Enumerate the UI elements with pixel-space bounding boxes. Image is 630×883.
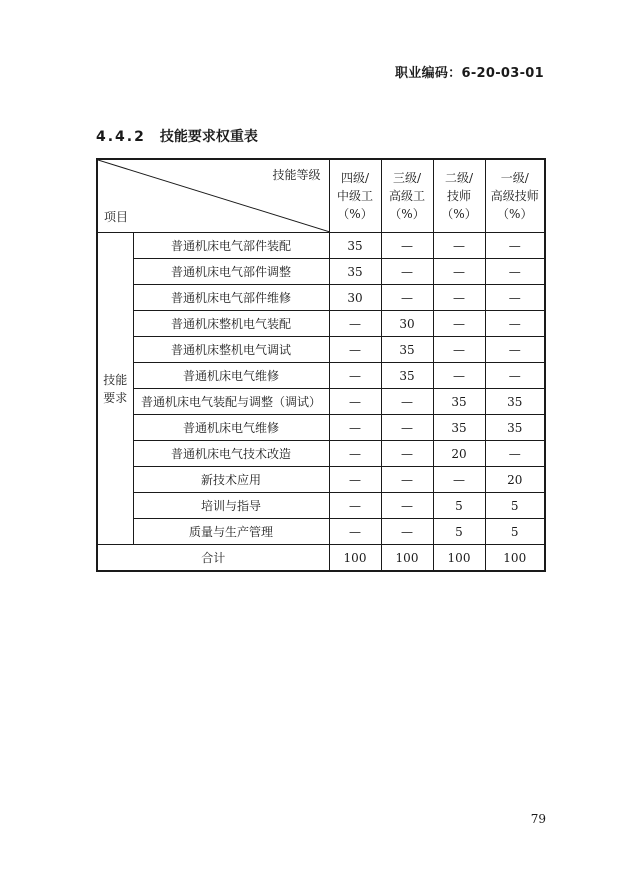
table-row [97,415,545,441]
value-cell: — [381,233,433,259]
value-cell: 35 [485,415,545,441]
level-header [329,159,381,233]
item-cell: 普通机床电气维修 [133,415,329,441]
value-cell: — [485,233,545,259]
item-cell: 普通机床电气技术改造 [133,441,329,467]
section-title: 技能要求权重表 [159,129,258,145]
total-value: 100 [433,545,485,572]
item-cell: 新技术应用 [133,467,329,493]
level-line2: 中级工 [336,189,373,203]
level-line1: 四级/ [340,171,370,185]
table-row [97,389,545,415]
value-cell: — [329,519,381,545]
value-cell: — [329,363,381,389]
value-cell: — [433,337,485,363]
skill-weight-table [96,158,546,572]
value-cell: 20 [485,467,545,493]
value-cell: — [485,259,545,285]
value-cell: — [381,467,433,493]
group-label-line2: 要求 [103,390,128,405]
value-cell: 20 [433,441,485,467]
item-cell: 普通机床电气部件维修 [133,285,329,311]
section-heading [96,126,258,146]
value-cell: 35 [381,337,433,363]
value-cell: 35 [433,415,485,441]
level-line2: 高级工 [388,189,425,203]
total-value: 100 [485,545,545,572]
level-line3: （%） [337,207,373,221]
value-cell: — [485,311,545,337]
value-cell: — [433,311,485,337]
item-cell: 普通机床整机电气调试 [133,337,329,363]
value-cell: — [329,493,381,519]
header-row [97,159,545,233]
section-number: 4.4.2 [96,129,146,145]
item-cell: 普通机床电气部件装配 [133,233,329,259]
value-cell: — [381,493,433,519]
value-cell: — [381,285,433,311]
corner-level-label: 技能等级 [272,168,321,182]
level-line1: 一级/ [500,171,529,185]
group-label [97,233,133,545]
corner-item-label: 项目 [104,210,129,224]
table-row [97,311,545,337]
value-cell: — [381,519,433,545]
value-cell: — [485,337,545,363]
value-cell: — [433,259,485,285]
value-cell: 5 [433,493,485,519]
level-line1: 三级/ [392,171,422,185]
value-cell: — [485,441,545,467]
value-cell: — [329,441,381,467]
value-cell: 35 [329,233,381,259]
level-header [433,159,485,233]
total-value: 100 [381,545,433,572]
item-cell: 普通机床整机电气装配 [133,311,329,337]
table-row [97,233,545,259]
value-cell: — [381,415,433,441]
level-line1: 二级/ [444,171,474,185]
level-line3: （%） [441,207,477,221]
value-cell: — [485,363,545,389]
value-cell: — [329,467,381,493]
table-row [97,285,545,311]
total-value: 100 [329,545,381,572]
value-cell: — [329,389,381,415]
level-line3: （%） [497,207,533,221]
value-cell: 5 [485,493,545,519]
value-cell: 30 [381,311,433,337]
table-row [97,363,545,389]
value-cell: — [485,285,545,311]
item-cell: 普通机床电气部件调整 [133,259,329,285]
corner-cell [97,159,329,233]
level-header [381,159,433,233]
occupation-code: 职业编码：6-20-03-01 [394,66,544,81]
table-row [97,519,545,545]
item-cell: 培训与指导 [133,493,329,519]
value-cell: — [433,363,485,389]
value-cell: — [329,415,381,441]
item-cell: 质量与生产管理 [133,519,329,545]
value-cell: — [381,389,433,415]
total-label: 合计 [97,545,329,572]
value-cell: — [381,259,433,285]
table-row [97,337,545,363]
item-cell: 普通机床电气维修 [133,363,329,389]
value-cell: 35 [433,389,485,415]
value-cell: — [433,467,485,493]
table-row [97,493,545,519]
value-cell: 30 [329,285,381,311]
value-cell: — [381,441,433,467]
level-line3: （%） [389,207,425,221]
value-cell: — [329,337,381,363]
value-cell: 5 [433,519,485,545]
table-row [97,259,545,285]
group-label-line1: 技能 [103,372,128,387]
page-number: 79 [530,812,546,826]
level-line2: 技师 [446,189,471,203]
value-cell: 35 [329,259,381,285]
value-cell: 35 [485,389,545,415]
value-cell: — [433,285,485,311]
total-row [97,545,545,572]
value-cell: 5 [485,519,545,545]
item-cell: 普通机床电气装配与调整（调试） [133,389,329,415]
table-row [97,467,545,493]
value-cell: 35 [381,363,433,389]
level-header [485,159,545,233]
value-cell: — [433,233,485,259]
value-cell: — [329,311,381,337]
table-row [97,441,545,467]
level-line2: 高级技师 [490,189,539,203]
